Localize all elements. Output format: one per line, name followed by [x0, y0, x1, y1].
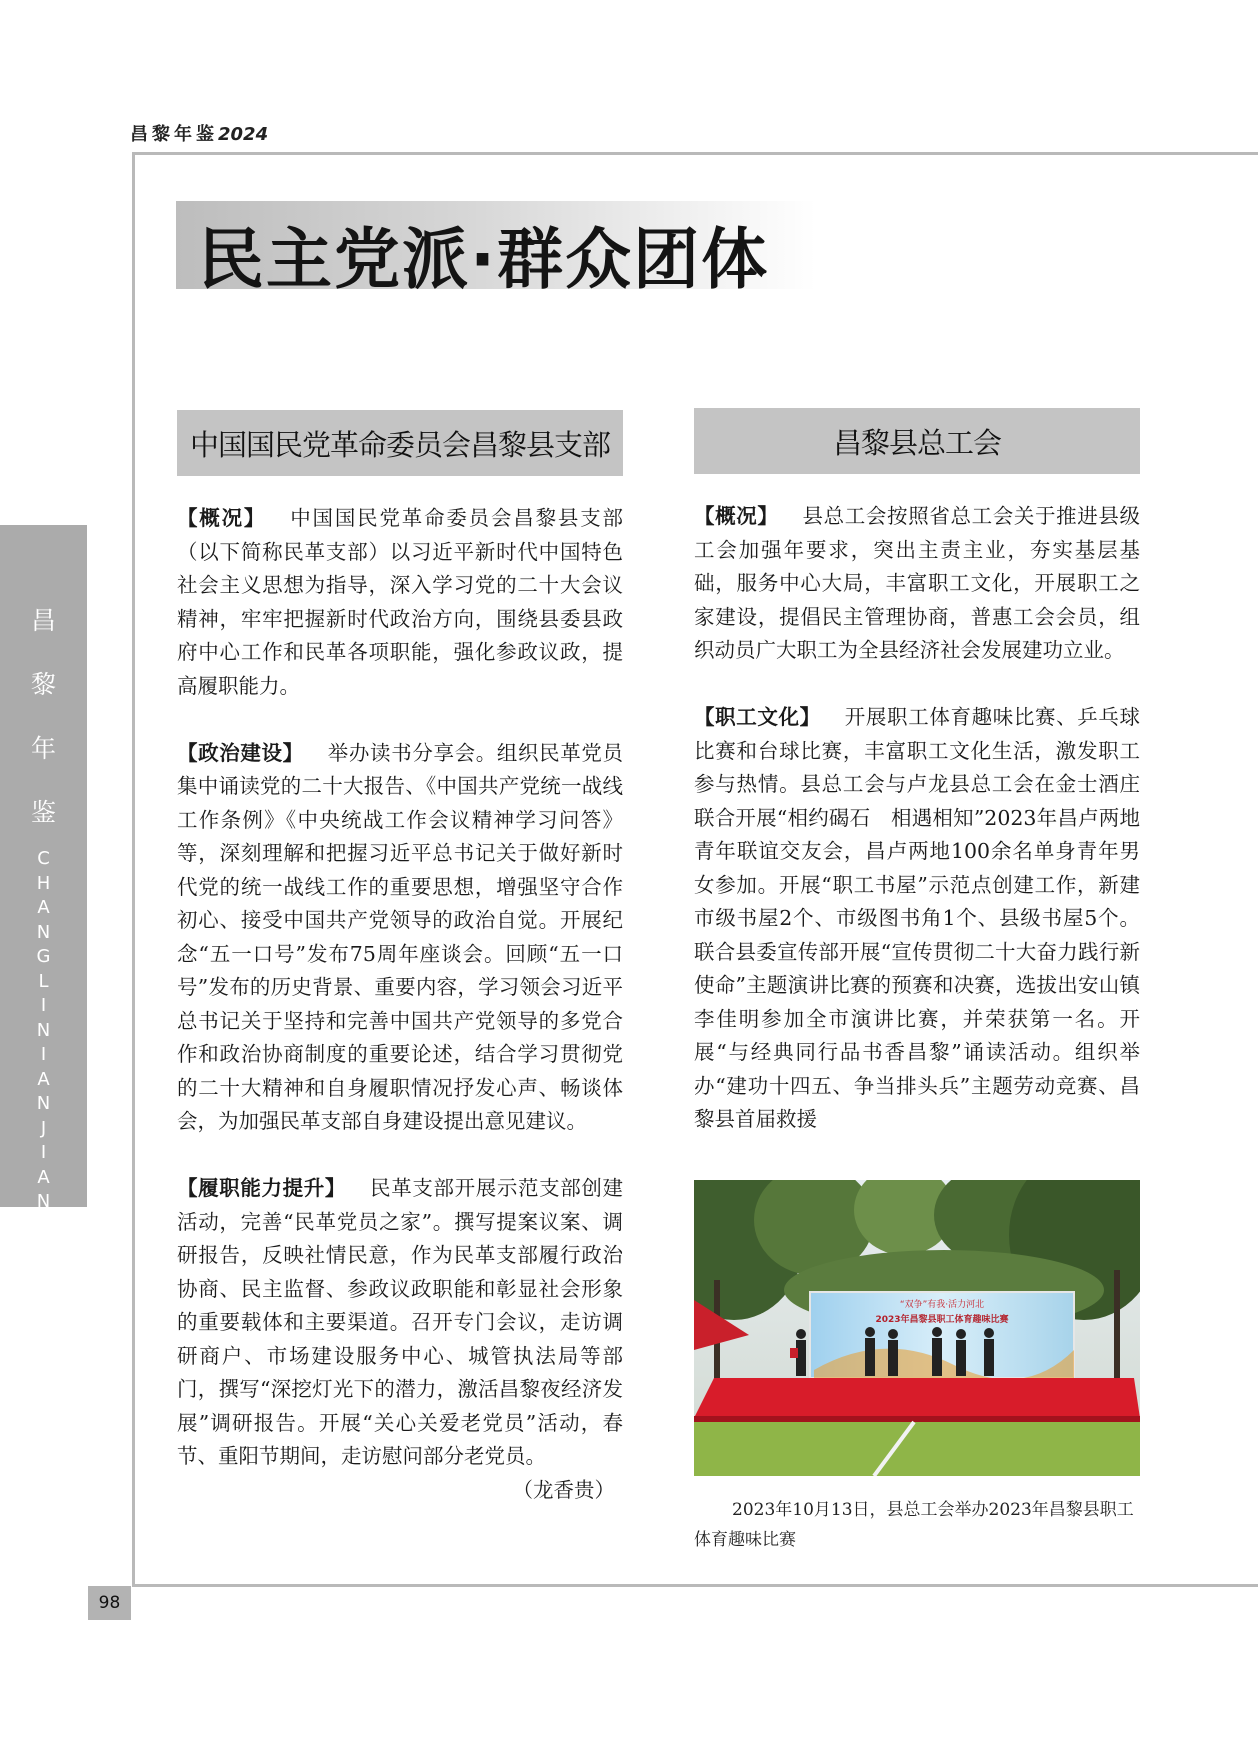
yearbook-name: 昌黎年鉴 [130, 124, 218, 145]
event-photo [694, 1180, 1140, 1476]
yearbook-year: 2024 [218, 124, 269, 145]
side-tab-letter: N [36, 1191, 51, 1212]
section-title: 民主党派·群众团体 [198, 221, 770, 298]
side-tab-letter: C [37, 848, 50, 869]
paragraph-text: 中国国民党革命委员会昌黎县支部（以下简称民革支部）以习近平新时代中国特色社会主义思想为指导，深入学习党的二十大会议精神，牢牢把握新时代政治方向，围绕县委县政府中心工作和民革各项职能，强化参政议政，提高履职能力。 [177, 506, 624, 698]
left-paragraph-capacity [177, 1172, 623, 1474]
red-stage [694, 1378, 1140, 1418]
left-article [177, 410, 623, 1507]
photo-caption [694, 1495, 1140, 1555]
podium-flowers [790, 1348, 798, 1358]
side-tab-letter: L [38, 970, 49, 992]
page-frame-top [132, 152, 1258, 155]
paragraph-text: 开展职工体育趣味比赛、乒乓球比赛和台球比赛，丰富职工文化生活，激发职工参与热情。县总工会与卢龙县总工会在金士酒庄联合开展“相约碣石 相遇相知”2023年昌卢两地青年联谊交友会，昌卢两地100余名单身青年男女参加。开展“职工书屋”示范点创建工作，新建市级书屋2个、市级图书角1个、县级书屋5个。联合县委宣传部开展“宣传贯彻二十大奋力践行新使命”主题演讲比赛的预赛和决赛，选拔出安山镇李佳明参加全市演讲比赛，并荣获第一名。开展“与经典同行品书香昌黎”诵读活动。组织举办“建功十四五、争当排头兵”主题劳动竞赛、昌黎县首届救援 [694, 705, 1141, 1131]
right-paragraph-culture [694, 701, 1140, 1137]
running-head [130, 120, 268, 146]
side-tab-letter: A [37, 1166, 50, 1188]
section-label: 【概况】 [177, 506, 267, 530]
side-tab-char: 黎 [30, 670, 56, 699]
side-tab-pinyin [0, 847, 87, 1215]
paragraph-text: 民革支部开展示范支部创建活动，完善“民革党员之家”。撰写提案议案、调研报告，反映社情民意，作为民革支部履行政治协商、民主监督、参政议政职能和彰显社会形象的重要载体和主要渠道。召开专门会议，走访调研商户、市场建设服务中心、城管执法局等部门，撰写“深挖灯光下的潜力，激活昌黎夜经济发展”调研报告。开展“关心关爱老党员”活动，春节、重阳节期间，走访慰问部分老党员。 [177, 1176, 624, 1468]
side-tab-letter: H [36, 872, 51, 894]
page-frame-bottom [132, 1584, 1258, 1587]
side-tab [0, 525, 87, 1212]
side-tab-chinese [0, 589, 87, 845]
grass-field [694, 1422, 1140, 1476]
side-tab-letter: N [36, 1093, 51, 1114]
side-tab-char: 年 [30, 734, 56, 763]
side-tab-letter: N [36, 921, 51, 943]
backdrop-line-1: “双争”有我·活力河北 [899, 1300, 985, 1310]
side-tab-letter: G [36, 946, 51, 967]
section-label: 【履职能力提升】 [177, 1176, 347, 1200]
stage-edge [694, 1416, 1140, 1422]
author-signature: （龙香贵） [512, 1477, 615, 1502]
section-label: 【政治建设】 [177, 740, 304, 765]
left-paragraph-overview [177, 502, 623, 703]
section-label: 【概况】 [694, 504, 779, 528]
page-number: 98 [88, 1586, 131, 1620]
side-tab-letter: I [40, 995, 47, 1016]
event-photo-illustration [694, 1180, 1140, 1476]
side-tab-letter: A [37, 1068, 50, 1090]
side-tab-letter: N [36, 1019, 51, 1041]
page-frame-left [132, 152, 135, 1586]
paragraph-text: 举办读书分享会。组织民革党员集中诵读党的二十大报告、《中国共产党统一战线工作条例》《中央统战工作会议精神学习问答》等，深刻理解和把握习近平总书记关于做好新时代党的统一战线工作的重要思想，增强坚守合作初心、接受中国共产党领导的政治自觉。开展纪念“五一口号”发布75周年座谈会。回顾“五一口号”发布的历史背景、重要内容，学习领会习近平总书记关于坚持和完善中国共产党领导的多党合作和政治协商制度的重要论述，结合学习贯彻党的二十大精神和自身履职情况抒发心声、畅谈体会，为加强民革支部自身建设提出意见建议。 [177, 740, 624, 1133]
right-org-title: 昌黎县总工会 [694, 408, 1140, 474]
side-tab-letter: I [40, 1044, 47, 1065]
side-tab-letter: J [40, 1117, 47, 1139]
paragraph-text: 县总工会按照省总工会关于推进县级工会加强年要求，突出主责主业，夯实基层基础，服务中心大局，丰富职工文化，开展职工之家建设，提倡民主管理协商，普惠工会会员，组织动员广大职工为全县经济社会发展建功立业。 [694, 504, 1141, 662]
photo-caption-text: 2023年10月13日，县总工会举办2023年昌黎县职工体育趣味比赛 [694, 1500, 1134, 1550]
right-article [694, 408, 1140, 1137]
side-tab-char: 鉴 [30, 798, 56, 827]
side-tab-char: 昌 [30, 606, 56, 635]
side-tab-letter: I [40, 1142, 47, 1163]
left-org-title: 中国国民党革命委员会昌黎县支部 [177, 410, 623, 476]
left-paragraph-political [177, 737, 623, 1139]
right-paragraph-overview [694, 500, 1140, 668]
section-label: 【职工文化】 [694, 705, 821, 729]
backdrop-line-2: 2023年昌黎县职工体育趣味比赛 [875, 1315, 1009, 1325]
side-tab-letter: A [37, 897, 50, 918]
